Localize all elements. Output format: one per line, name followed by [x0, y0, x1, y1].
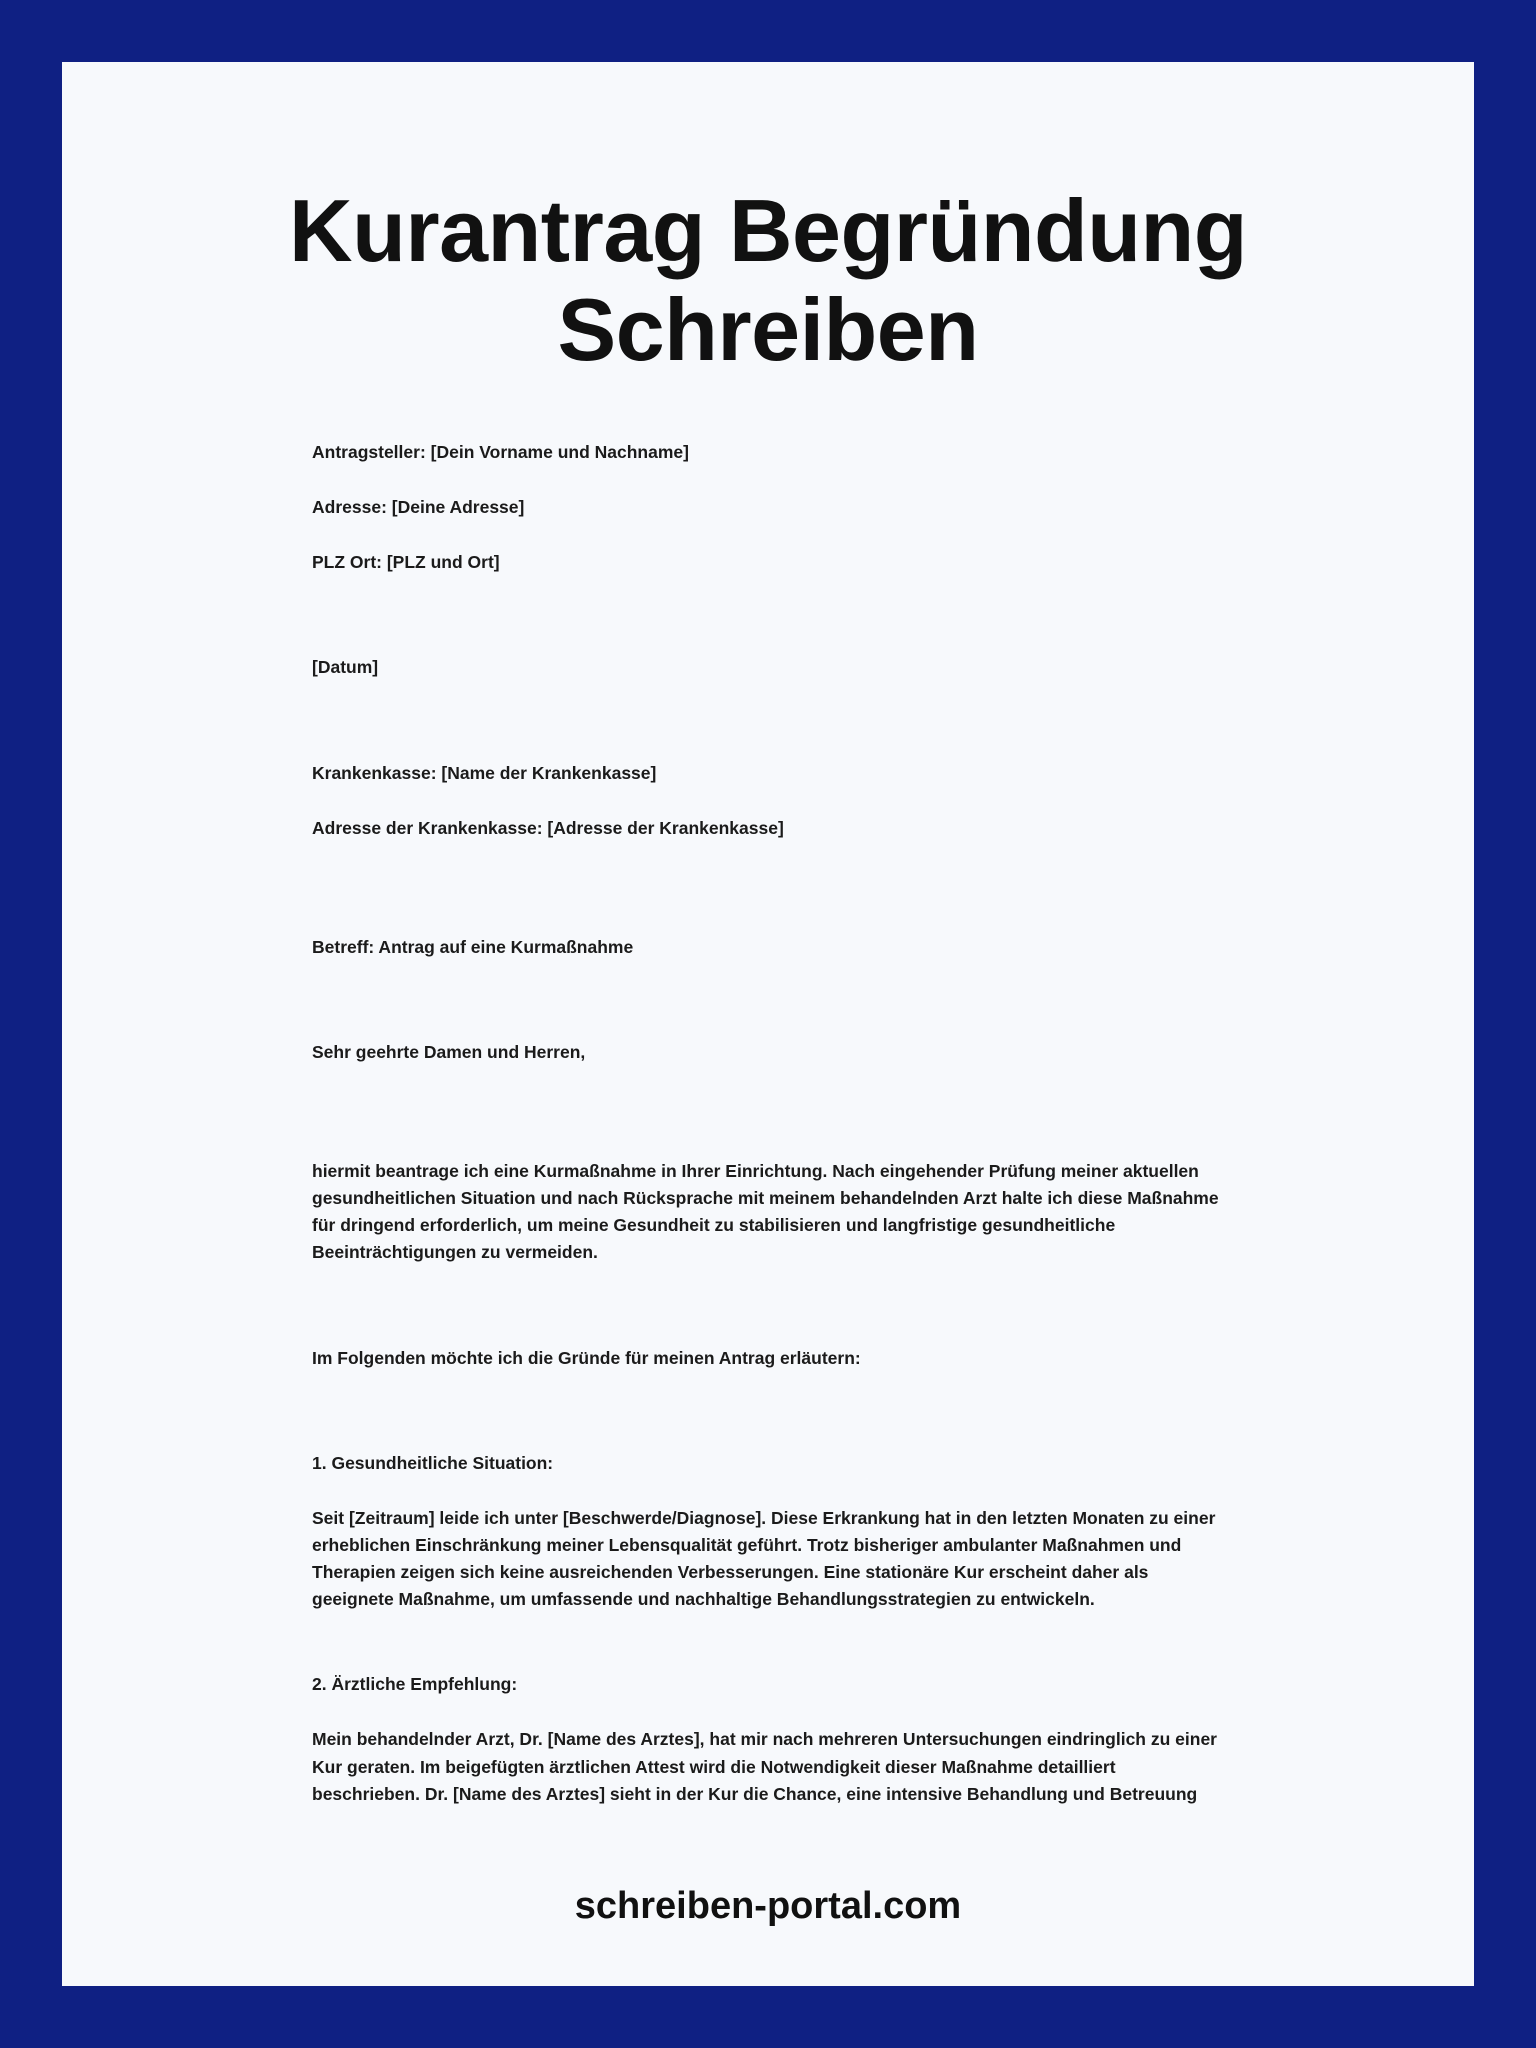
section-1-body: Seit [Zeitraum] leide ich unter [Beschwerde/Diagnose]. Diese Erkrankung hat in den letzten Monaten zu einer erheblichen Einschränkung meiner Lebensqualität geführt. Trotz bisheriger ambulanter Maßnahmen und Therapien zeigen sich keine ausreichenden Verbesserungen. Eine stationäre Kur erscheint daher als geeignete Maßnahme, um umfassende und nachhaltige Behandlungsstrategien zu entwickeln. [312, 1507, 1216, 1610]
sender-address-line: Adresse: [Deine Adresse] [312, 497, 525, 518]
spacer [312, 1066, 1224, 1158]
spacer [312, 787, 1224, 815]
section-1-heading: 1. Gesundheitliche Situation: [312, 1452, 554, 1473]
spacer [312, 1698, 1224, 1726]
spacer [312, 521, 1224, 549]
recipient-address-line: Adresse der Krankenkasse: [Adresse der Krankenkasse] [312, 817, 784, 838]
footer-brand: schreiben-portal.com [574, 1885, 962, 1927]
spacer [312, 1267, 1224, 1345]
section-2-body: Mein behandelnder Arzt, Dr. [Name des Arztes], hat mir nach mehreren Untersuchungen eindringlich zu einer Kur geraten. Im beigefügten ärztlichen Attest wird die Notwendigkeit dieser Maßnahme detailliert beschrieben. Dr. [Name des Arztes] sieht in der Kur die Chance, eine intensive Behandlung und Betreuung [312, 1729, 1217, 1804]
spacer [312, 842, 1224, 934]
recipient-insurer-line: Krankenkasse: [Name der Krankenkasse] [312, 762, 657, 783]
spacer [312, 576, 1224, 654]
section-2-heading: 2. Ärztliche Empfehlung: [312, 1674, 518, 1695]
spacer [312, 1613, 1224, 1671]
date-line: [Datum] [312, 657, 379, 678]
spacer [312, 682, 1224, 760]
subject-line: Betreff: Antrag auf eine Kurmaßnahme [312, 936, 634, 957]
letter-body [62, 379, 1474, 1808]
page-title: Kurantrag Begründung Schreiben [289, 181, 1247, 379]
salutation: Sehr geehrte Damen und Herren, [312, 1041, 586, 1062]
spacer [312, 1477, 1224, 1505]
spacer [312, 466, 1224, 494]
sender-applicant-line: Antragsteller: [Dein Vorname und Nachname] [312, 442, 689, 463]
spacer [312, 1372, 1224, 1450]
reasons-intro: Im Folgenden möchte ich die Gründe für meinen Antrag erläutern: [312, 1347, 861, 1368]
spacer [312, 961, 1224, 1039]
document-page [62, 62, 1474, 1986]
intro-paragraph: hiermit beantrage ich eine Kurmaßnahme in Ihrer Einrichtung. Nach eingehender Prüfung meiner aktuellen gesundheitlichen Situation und nach Rücksprache mit meinem behandelnden Arzt halte ich diese Maßnahme für dringend erforderlich, um meine Gesundheit zu stabilisieren und langfristige gesundheitliche Beeinträchtigungen zu vermeiden. [312, 1161, 1219, 1263]
sender-city-line: PLZ Ort: [PLZ und Ort] [312, 552, 500, 573]
